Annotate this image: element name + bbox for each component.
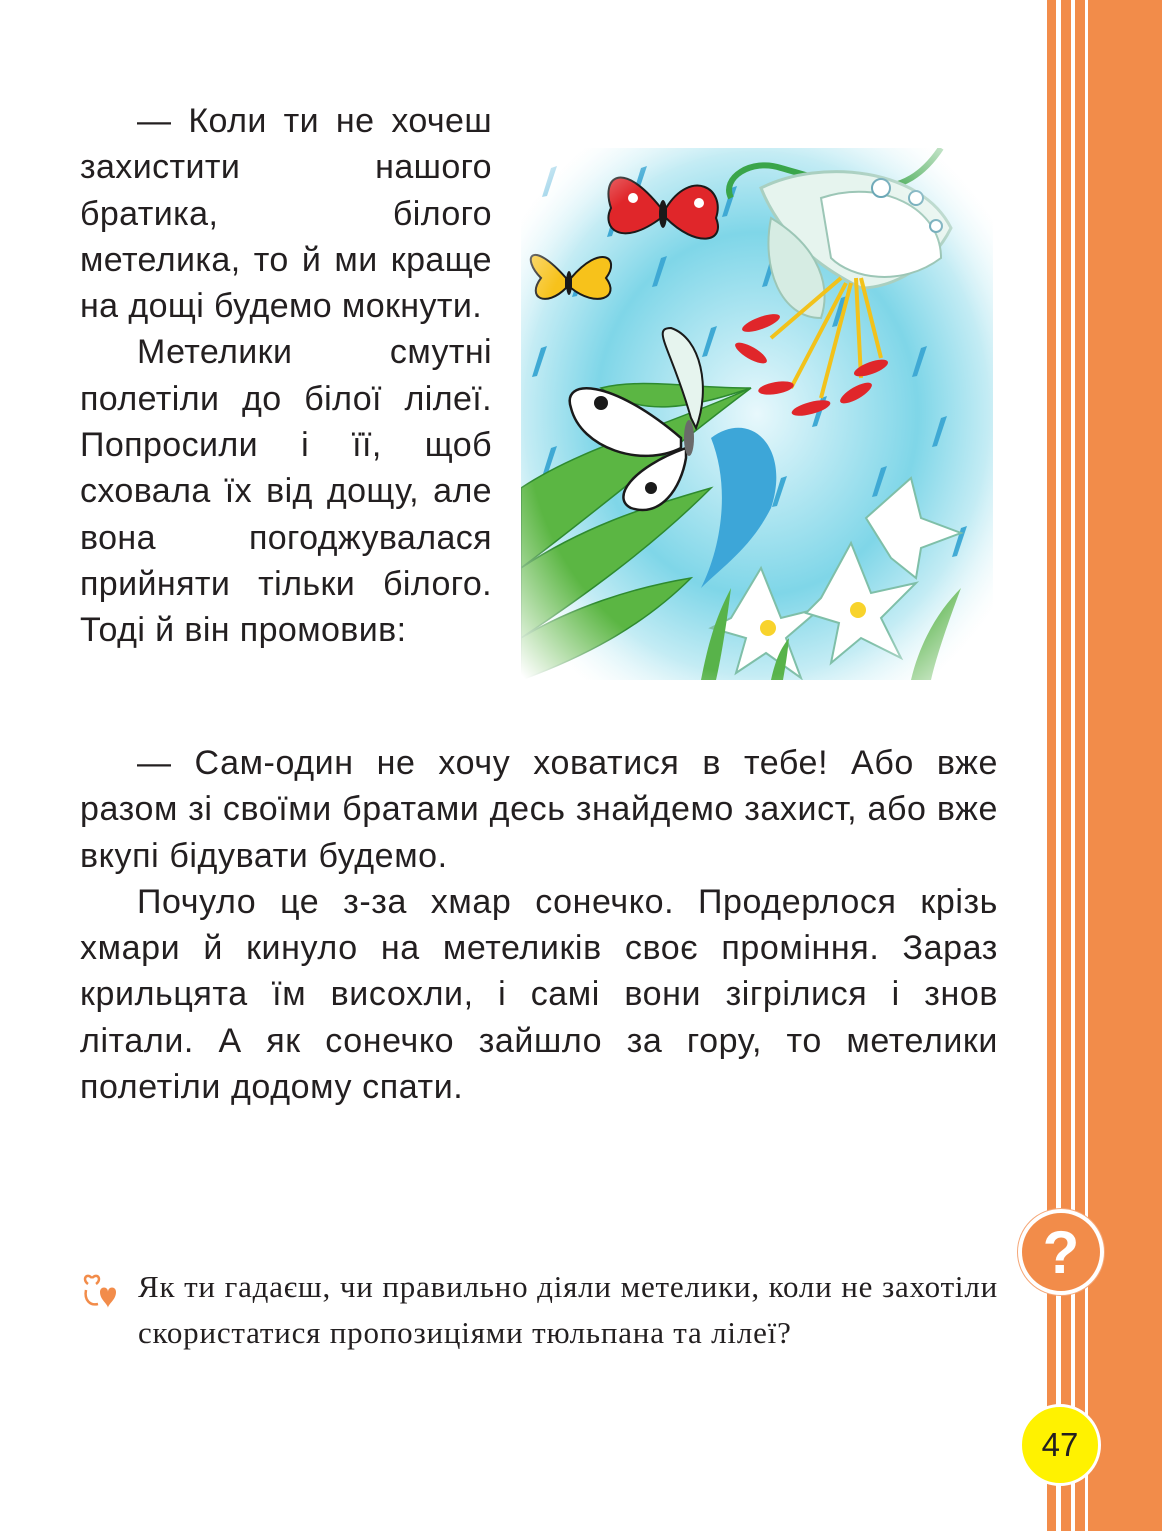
paragraph: Метелики смутні полетіли до білої лілеї. Попросили і її, щоб сховала їх від дощу, але вона погоджувалася прийняти тільки білого. Тоді й він промовив: bbox=[80, 333, 492, 650]
discussion-task bbox=[80, 1264, 998, 1356]
story-text-lower bbox=[80, 740, 998, 1110]
question-icon: ? bbox=[1018, 1209, 1104, 1295]
page-edge-band bbox=[1047, 0, 1162, 1531]
paragraph: — Сам-один не хочу ховатися в тебе! Або вже разом зі своїми братами десь знайдемо захист, або вже вкупі бідувати будемо. bbox=[80, 744, 998, 875]
thinking-heart-icon bbox=[80, 1270, 122, 1312]
edge-stripe bbox=[1071, 0, 1075, 1531]
page-number: 47 bbox=[1019, 1404, 1101, 1486]
edge-stripe bbox=[1085, 0, 1088, 1531]
vignette bbox=[521, 148, 993, 680]
edge-stripe bbox=[1056, 0, 1061, 1531]
task-text: Як ти гадаєш, чи правильно діяли метелики, коли не захотіли скористатися пропозиціями тюльпана та лілеї? bbox=[138, 1269, 998, 1350]
story-text-upper bbox=[80, 98, 492, 654]
butterflies-in-rain-illustration bbox=[521, 148, 993, 680]
paragraph: Почуло це з-за хмар сонечко. Продерлося крізь хмари й кинуло на метеликів своє проміння. Зараз крильцята їм висохли, і самі вони зігрілися і знов літали. А як сонечко зайшло за гору, то метелики полетіли додому спати. bbox=[80, 882, 998, 1107]
paragraph: — Коли ти не хочеш захистити нашого братика, білого метелика, то й ми краще на дощі будемо мокнути. bbox=[80, 102, 492, 326]
